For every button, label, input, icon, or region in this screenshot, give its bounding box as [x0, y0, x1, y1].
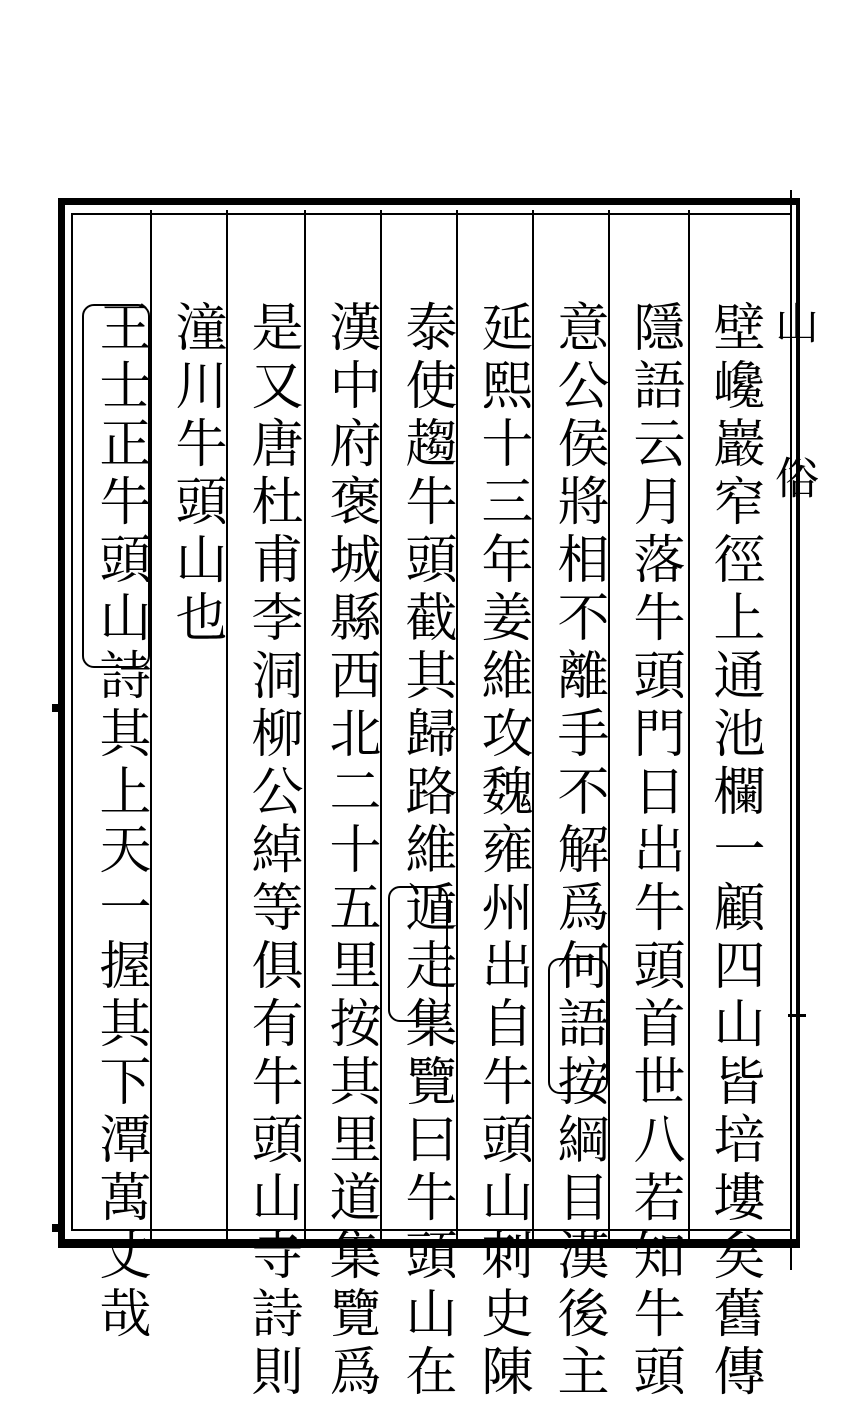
edge-mark: [788, 1014, 806, 1017]
title-box: [82, 304, 150, 668]
text-column-5: 泰使趨牛頭截其歸路維遁走集覽曰牛頭山在: [396, 300, 456, 1402]
text-column-1: 壁巉巖窄徑上通池欄一顧四山皆培塿矣舊傳: [704, 300, 764, 1402]
text-column-4: 延熙十三年姜維攻魏雍州出自牛頭山刺史陳: [472, 300, 532, 1402]
edge-mark: [52, 1224, 64, 1232]
text-column-3: 意公侯將相不離手不解爲何語按綱目漢後主: [548, 300, 608, 1402]
text-column-8: 潼川牛頭山也: [166, 300, 226, 648]
column-rule: [688, 210, 690, 1240]
text-column-6: 漢中府褒城縣西北二十五里按其里道集覽爲: [320, 300, 380, 1402]
reference-box-gangmu: [548, 958, 608, 1094]
column-rule: [304, 210, 306, 1240]
margin-mark: 山 俗: [767, 300, 818, 529]
text-column-7: 是又唐杜甫李洞柳公綽等俱有牛頭山寺詩則: [242, 300, 302, 1402]
reference-box-jilan: [388, 886, 448, 1022]
text-column-9: 王士正牛頭山詩其上天一握其下潭萬丈哉: [90, 300, 150, 1344]
text-column-2: 隱語云月落牛頭門日出牛頭首世八若知牛頭: [624, 300, 684, 1402]
edge-mark: [52, 704, 64, 712]
